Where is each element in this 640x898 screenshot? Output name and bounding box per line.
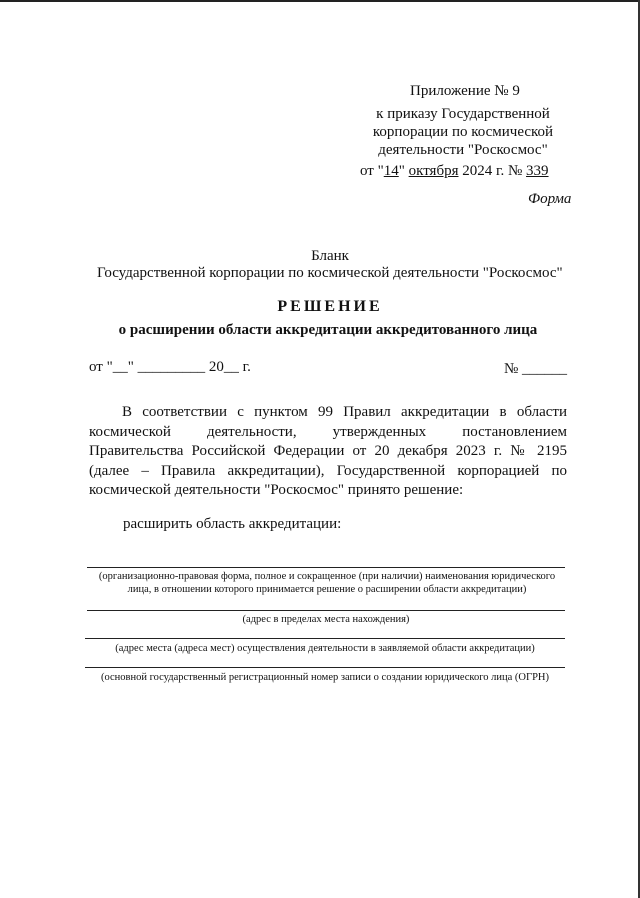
decision-statement: расширить область аккредитации: — [123, 516, 342, 532]
form-label: Форма — [528, 191, 572, 207]
scan-edge-top — [0, 0, 640, 2]
blank-label: Бланк — [311, 248, 349, 264]
activity-address-fill-line — [85, 638, 565, 639]
document-subtitle: о расширении области аккредитации аккредитованного лица — [118, 322, 538, 338]
order-number: 339 — [526, 163, 549, 179]
decision-date-field: от "__" _________ 20__ г. — [89, 359, 251, 375]
decision-body-paragraph: В соответствии с пунктом 99 Правил аккредитации в области космической деятельности, утвержденных постановлением Правительства Российской Федерации от 20 декабря 2023 г. № 2195 (далее – Правила аккредитации), Государственной корпорацией по космической деятельности "Роскосмос" принято решение: — [89, 404, 567, 498]
organization-fill-line — [87, 567, 565, 568]
order-date-prefix: от " — [360, 163, 384, 179]
order-year: 2024 г. № — [462, 163, 523, 179]
ogrn-fill-line — [85, 667, 565, 668]
blank-organization: Государственной корпорации по космической деятельности "Роскосмос" — [97, 265, 563, 281]
decision-number-field: № ______ — [504, 361, 568, 377]
order-day: 14 — [383, 163, 399, 179]
activity-address-caption: (адрес места (адреса мест) осуществления деятельности в заявляемой области аккредитации) — [115, 643, 535, 654]
order-mid-quote: " — [398, 163, 405, 179]
address-fill-line — [87, 610, 565, 611]
address-caption: (адрес в пределах места нахождения) — [242, 614, 410, 625]
appendix-order-reference: к приказу Государственной корпорации по космической деятельности "Роскосмос" — [372, 106, 554, 158]
appendix-order-date — [360, 163, 549, 180]
appendix-title: Приложение № 9 — [410, 83, 520, 99]
document-title: РЕШЕНИЕ — [277, 298, 383, 315]
order-month: октября — [408, 163, 459, 179]
ogrn-caption: (основной государственный регистрационный номер записи о создании юридического лица (ОГРН) — [100, 672, 550, 683]
organization-caption: (организационно-правовая форма, полное и сокращенное (при наличии) наименования юридического лица, в отношении которого принимается решение о расширении области аккредитации) — [98, 571, 556, 595]
